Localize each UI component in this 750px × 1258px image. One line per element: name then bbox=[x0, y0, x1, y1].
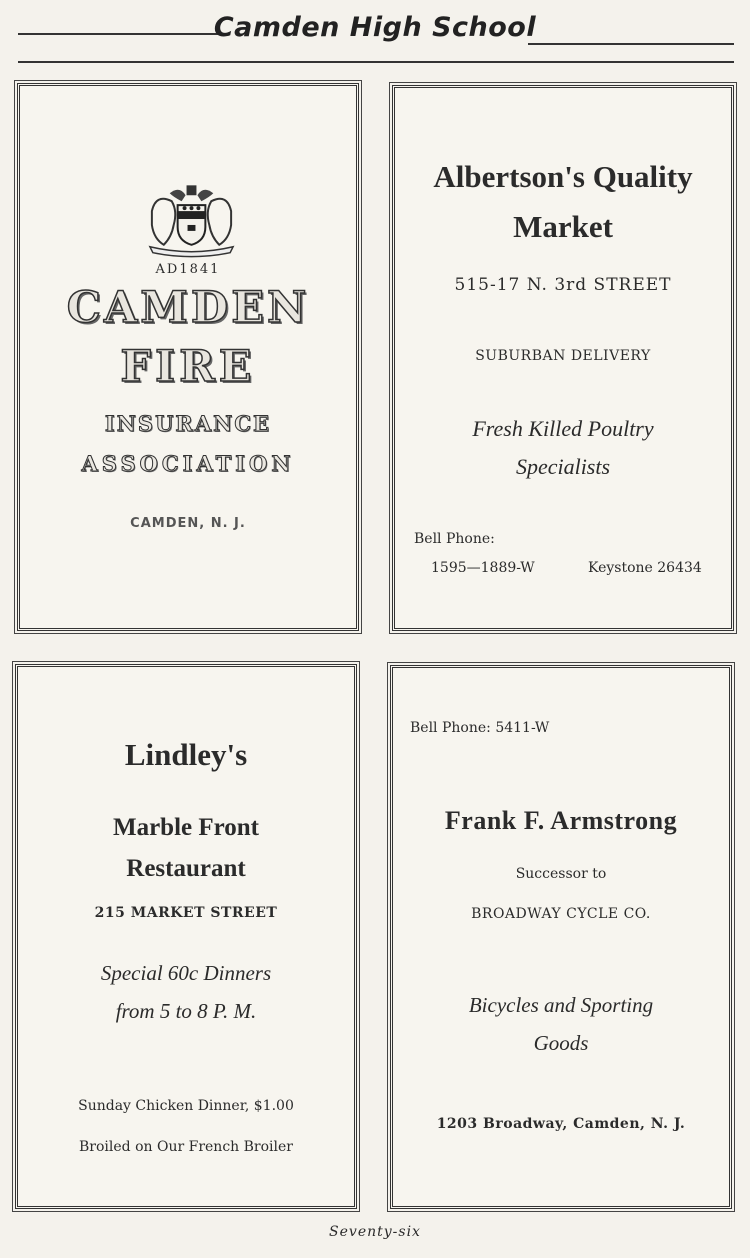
header-rule-bottom bbox=[18, 61, 734, 63]
restaurant-sunday-dinner: Sunday Chicken Dinner, $1.00 bbox=[78, 1098, 294, 1114]
page-header bbox=[0, 0, 750, 70]
company-name-line3: INSURANCE bbox=[104, 411, 272, 436]
successor-label: Successor to bbox=[515, 866, 607, 882]
page-number: Seventy-six bbox=[329, 1224, 421, 1240]
shop-address: 1203 Broadway, Camden, N. J. bbox=[436, 1116, 686, 1132]
header-rule-right bbox=[528, 43, 734, 45]
restaurant-address: 215 MARKET STREET bbox=[94, 905, 278, 921]
ad-camden-fire bbox=[17, 83, 359, 631]
proprietor-name: Frank F. Armstrong bbox=[444, 806, 678, 835]
ad-frank-armstrong bbox=[390, 665, 732, 1209]
predecessor-company: BROADWAY CYCLE CO. bbox=[471, 906, 651, 922]
market-name: Albertson's Quality Market bbox=[433, 159, 693, 244]
ad-albertsons-market bbox=[392, 85, 734, 631]
restaurant-subtitle: Marble Front Restaurant bbox=[112, 814, 260, 882]
company-name-line2: FIRE bbox=[120, 342, 256, 392]
page-title: Camden High School bbox=[213, 12, 537, 43]
phone-label: Bell Phone: bbox=[414, 531, 495, 547]
company-name-line1: CAMDEN bbox=[66, 283, 310, 333]
ad-lindleys-restaurant bbox=[15, 664, 357, 1209]
phone-bell-number: 1595—1889-W bbox=[431, 560, 535, 576]
coat-of-arms-icon bbox=[140, 181, 243, 261]
market-address: 515-17 N. 3rd STREET bbox=[454, 275, 672, 295]
restaurant-name: Lindley's bbox=[124, 737, 248, 772]
founding-year: AD1841 bbox=[155, 262, 221, 277]
market-specialty: Fresh Killed Poultry Specialists bbox=[472, 416, 654, 479]
company-location: CAMDEN, N. J. bbox=[130, 516, 246, 531]
restaurant-special: Special 60c Dinners from 5 to 8 P. M. bbox=[100, 961, 272, 1023]
goods-description: Bicycles and Sporting Goods bbox=[468, 993, 654, 1055]
phone-number: Bell Phone: 5411-W bbox=[410, 720, 550, 736]
company-name-line4: ASSOCIATION bbox=[81, 451, 295, 476]
market-delivery: SUBURBAN DELIVERY bbox=[475, 348, 651, 364]
restaurant-broiler: Broiled on Our French Broiler bbox=[79, 1139, 293, 1155]
phone-keystone-number: Keystone 26434 bbox=[588, 560, 702, 576]
